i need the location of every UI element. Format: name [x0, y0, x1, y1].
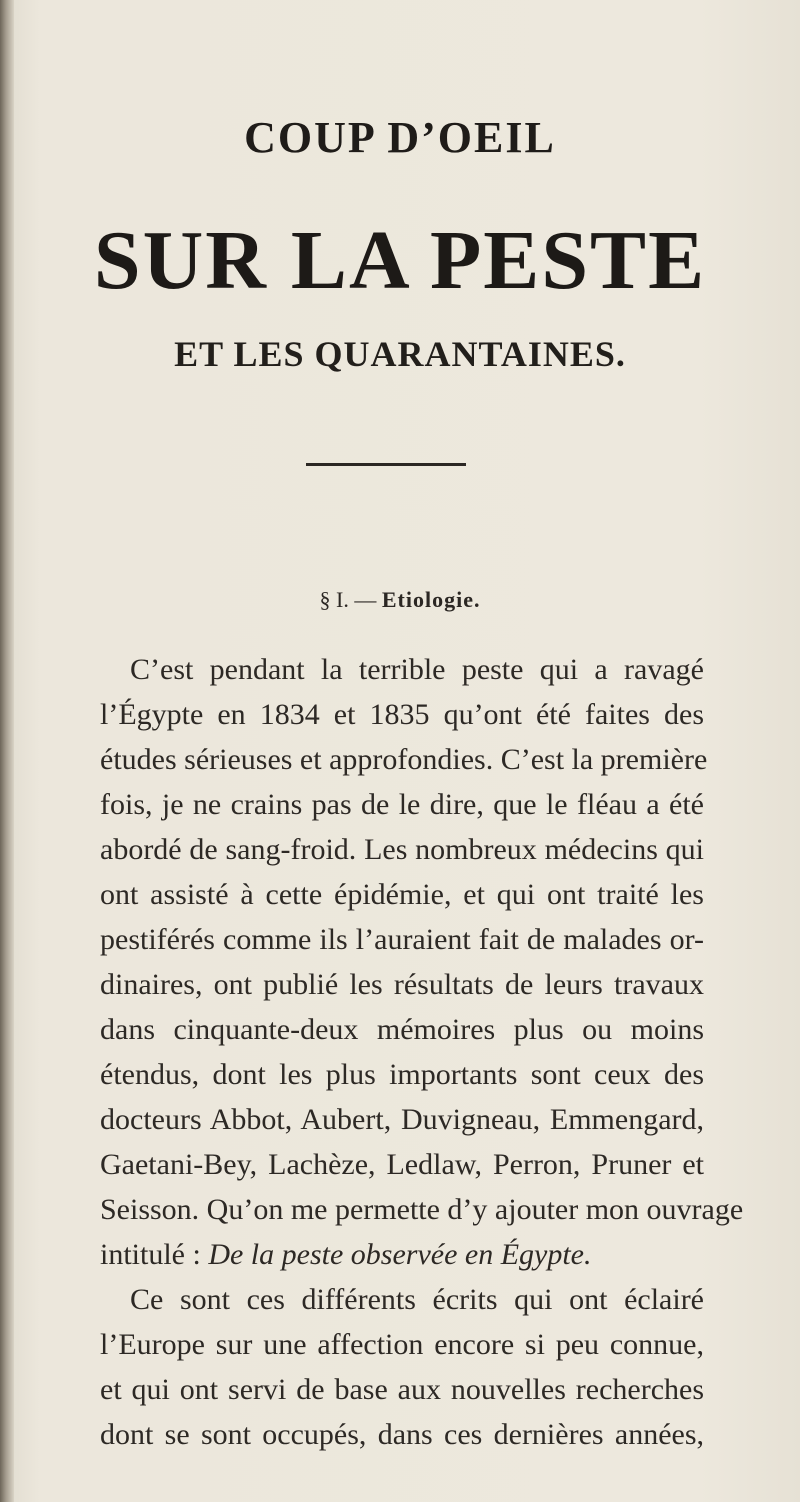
text-line: études sérieuses et approfondies. C’est la première [100, 743, 708, 776]
title-rule-divider [306, 463, 466, 466]
text-line: l’Égypte en 1834 et 1835 qu’ont été faites des [100, 698, 704, 731]
title-line-2: SUR LA PESTE [93, 214, 707, 307]
text-line: et qui ont servi de base aux nouvelles recherches [100, 1373, 704, 1406]
title-line-3: ET LES QUARANTAINES. [174, 334, 626, 374]
text-line: abordé de sang-froid. Les nombreux médecins qui [100, 833, 704, 866]
text-line: étendus, dont les plus importants sont ceux des [100, 1058, 704, 1091]
text-line-last [100, 1232, 704, 1277]
section-heading [0, 587, 800, 613]
text-line: fois, je ne crains pas de le dire, que le fléau a été [100, 788, 704, 821]
text-line: Ce sont ces différents écrits qui ont éclairé [130, 1283, 704, 1316]
text-line: pestiférés comme ils l’auraient fait de malades or- [100, 923, 704, 956]
text-line: ont assisté à cette épidémie, et qui ont traité les [100, 878, 704, 911]
title-line-1: COUP D’OEIL [244, 113, 556, 162]
text-line: Gaetani-Bey, Lachèze, Ledlaw, Perron, Pruner et [100, 1148, 704, 1181]
text-line: C’est pendant la terrible peste qui a ravagé [130, 653, 704, 686]
text-line: dans cinquante-deux mémoires plus ou moins [100, 1013, 704, 1046]
text-line: l’Europe sur une affection encore si peu connue, [100, 1328, 704, 1361]
text-line: dinaires, ont publié les résultats de leurs travaux [100, 968, 704, 1001]
body-text [100, 647, 744, 1457]
section-name: Etiologie. [381, 587, 481, 612]
text-line: dont se sont occupés, dans ces dernières années, [100, 1418, 704, 1451]
text-line: docteurs Abbot, Aubert, Duvigneau, Emmengard, [100, 1103, 704, 1136]
section-number: § I. [319, 587, 349, 612]
text-line: Seisson. Qu’on me permette d’y ajouter mon ouvrage [100, 1193, 744, 1226]
section-dash: — [354, 587, 377, 612]
cited-work-title: De la peste observée en Égypte. [208, 1238, 592, 1271]
line-prefix: intitulé : [100, 1238, 201, 1271]
